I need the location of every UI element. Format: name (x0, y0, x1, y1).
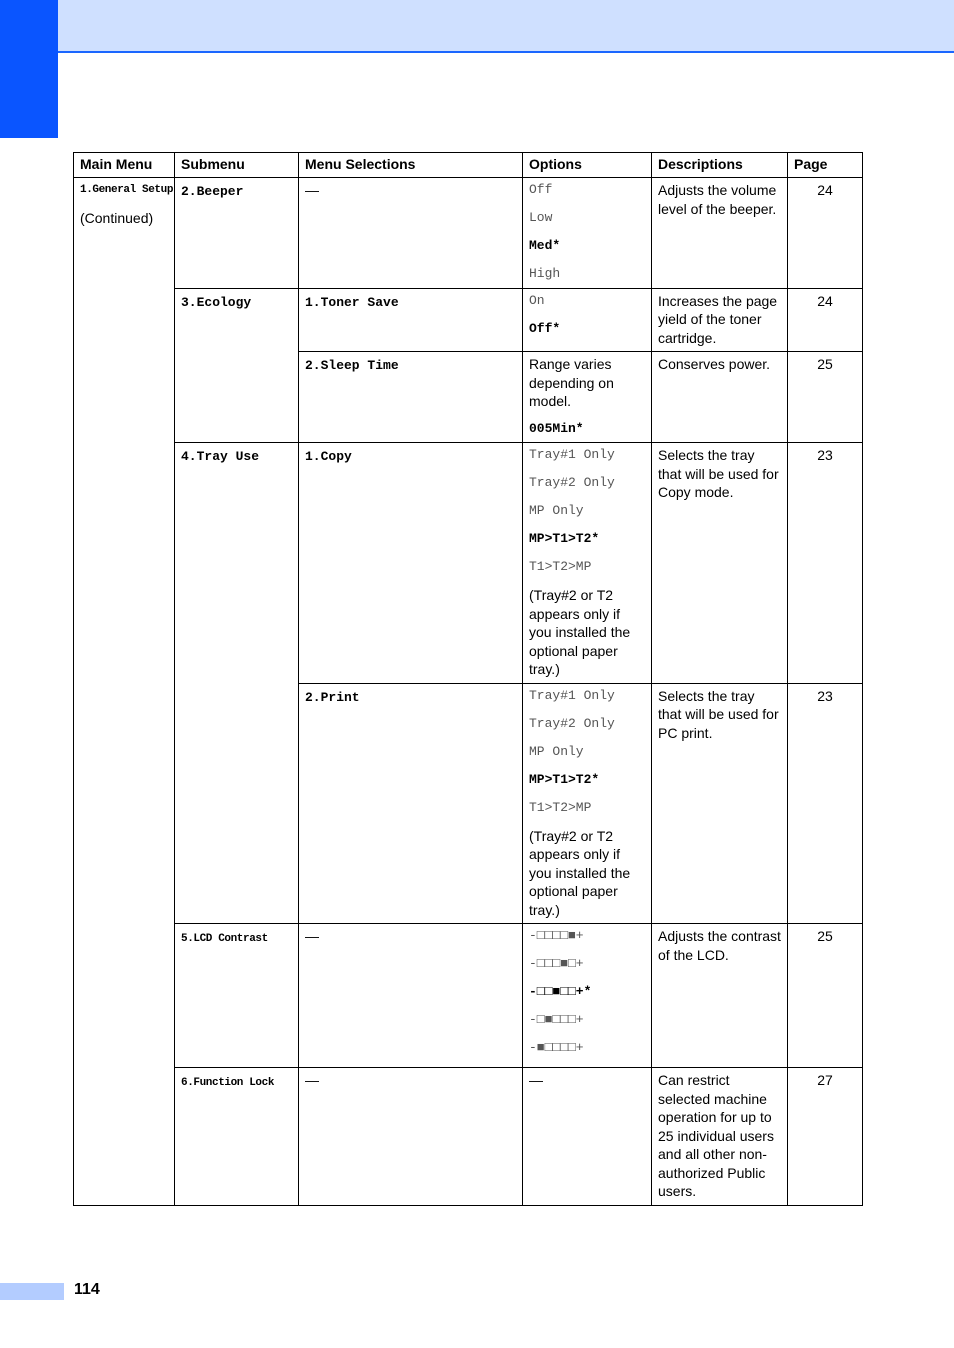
tray-note: (Tray#2 or T2 appears only if you installed the optional paper tray.) (529, 827, 631, 918)
page-number: 114 (74, 1281, 100, 1298)
table-row (74, 1068, 863, 1206)
selection-copy: 1.Copy (305, 449, 352, 464)
options-cell: — (523, 1068, 652, 1206)
description-cell: Can restrict selected machine operation for up to 25 individual users and all other non-authorized Public users. (652, 1068, 788, 1206)
option-low: Low (529, 210, 553, 225)
menu-table (73, 152, 863, 1206)
description-cell: Increases the page yield of the toner cartridge. (652, 288, 788, 352)
chapter-tab (0, 0, 58, 138)
submenu-ecology: 3.Ecology (181, 294, 252, 310)
selection-cell (299, 683, 523, 924)
header-band (0, 0, 954, 53)
selection-toner-save: 1.Toner Save (305, 294, 399, 310)
option-tray1-only: Tray#1 Only (529, 447, 615, 462)
option-off: Off (529, 182, 553, 197)
table-header-row (74, 153, 863, 178)
table-row (74, 924, 863, 1068)
option-mp-t1-t2-default: MP>T1>T2* (529, 771, 600, 787)
page-cell: 27 (788, 1068, 863, 1206)
submenu-cell (175, 443, 299, 924)
option-t1-t2-mp: T1>T2>MP (529, 799, 592, 815)
submenu-cell (175, 288, 299, 443)
selection-cell: — (299, 1068, 523, 1206)
main-menu-continued: (Continued) (80, 209, 154, 226)
page-cell: 25 (788, 352, 863, 443)
footer-bar (0, 1283, 64, 1300)
table-row (74, 288, 863, 352)
header-options: Options (523, 153, 652, 178)
tray-note: (Tray#2 or T2 appears only if you installed the optional paper tray.) (529, 587, 631, 677)
option-contrast-2: -□□□■□+ (529, 956, 584, 971)
page-cell: 24 (788, 288, 863, 352)
page-cell: 23 (788, 683, 863, 924)
option-off-default: Off* (529, 320, 561, 336)
selection-cell: — (299, 178, 523, 289)
option-mp-only: MP Only (529, 743, 584, 759)
option-contrast-3-default: -□□■□□+* (529, 984, 592, 999)
sleep-range-note: Range varies depending on model. (529, 356, 614, 409)
option-mp-t1-t2-default: MP>T1>T2* (529, 531, 600, 546)
description-cell: Selects the tray that will be used for PC print. (652, 683, 788, 924)
option-t1-t2-mp: T1>T2>MP (529, 559, 592, 574)
option-on: On (529, 292, 545, 308)
options-cell (523, 288, 652, 352)
header-descriptions: Descriptions (652, 153, 788, 178)
submenu-lcd-contrast: 5.LCD Contrast (181, 933, 268, 945)
header-menu-selections: Menu Selections (299, 153, 523, 178)
option-high: High (529, 266, 561, 281)
option-tray1-only: Tray#1 Only (529, 687, 615, 703)
page-cell: 23 (788, 443, 863, 684)
header-page: Page (788, 153, 863, 178)
options-cell (523, 924, 652, 1068)
main-menu-cell (74, 178, 175, 1206)
header-submenu: Submenu (175, 153, 299, 178)
description-cell: Conserves power. (652, 352, 788, 443)
option-tray2-only: Tray#2 Only (529, 475, 615, 490)
selection-cell (299, 443, 523, 684)
table-row (74, 443, 863, 684)
option-tray2-only: Tray#2 Only (529, 715, 615, 731)
submenu-cell (175, 178, 299, 289)
options-cell (523, 178, 652, 289)
options-cell (523, 352, 652, 443)
selection-cell: — (299, 924, 523, 1068)
description-cell: Selects the tray that will be used for Copy mode. (652, 443, 788, 684)
selection-sleep-time: 2.Sleep Time (305, 358, 399, 373)
submenu-function-lock: 6.Function Lock (181, 1077, 275, 1089)
page-cell: 25 (788, 924, 863, 1068)
options-cell (523, 683, 652, 924)
option-contrast-1: -□□□□■+ (529, 928, 584, 943)
submenu-cell (175, 924, 299, 1068)
submenu-tray-use: 4.Tray Use (181, 449, 260, 464)
selection-cell (299, 352, 523, 443)
description-cell: Adjusts the volume level of the beeper. (652, 178, 788, 289)
page-cell: 24 (788, 178, 863, 289)
selection-print: 2.Print (305, 689, 360, 705)
submenu-cell (175, 1068, 299, 1206)
selection-cell (299, 288, 523, 352)
option-005min-default: 005Min* (529, 420, 584, 436)
option-med-default: Med* (529, 238, 561, 253)
options-cell (523, 443, 652, 684)
option-mp-only: MP Only (529, 503, 584, 518)
option-contrast-5: -■□□□□+ (529, 1040, 584, 1055)
description-cell: Adjusts the contrast of the LCD. (652, 924, 788, 1068)
main-menu-code: 1.General Setup (80, 184, 174, 196)
option-contrast-4: -□■□□□+ (529, 1012, 584, 1027)
header-main-menu: Main Menu (74, 153, 175, 178)
submenu-beeper: 2.Beeper (181, 184, 244, 199)
table-row (74, 178, 863, 289)
